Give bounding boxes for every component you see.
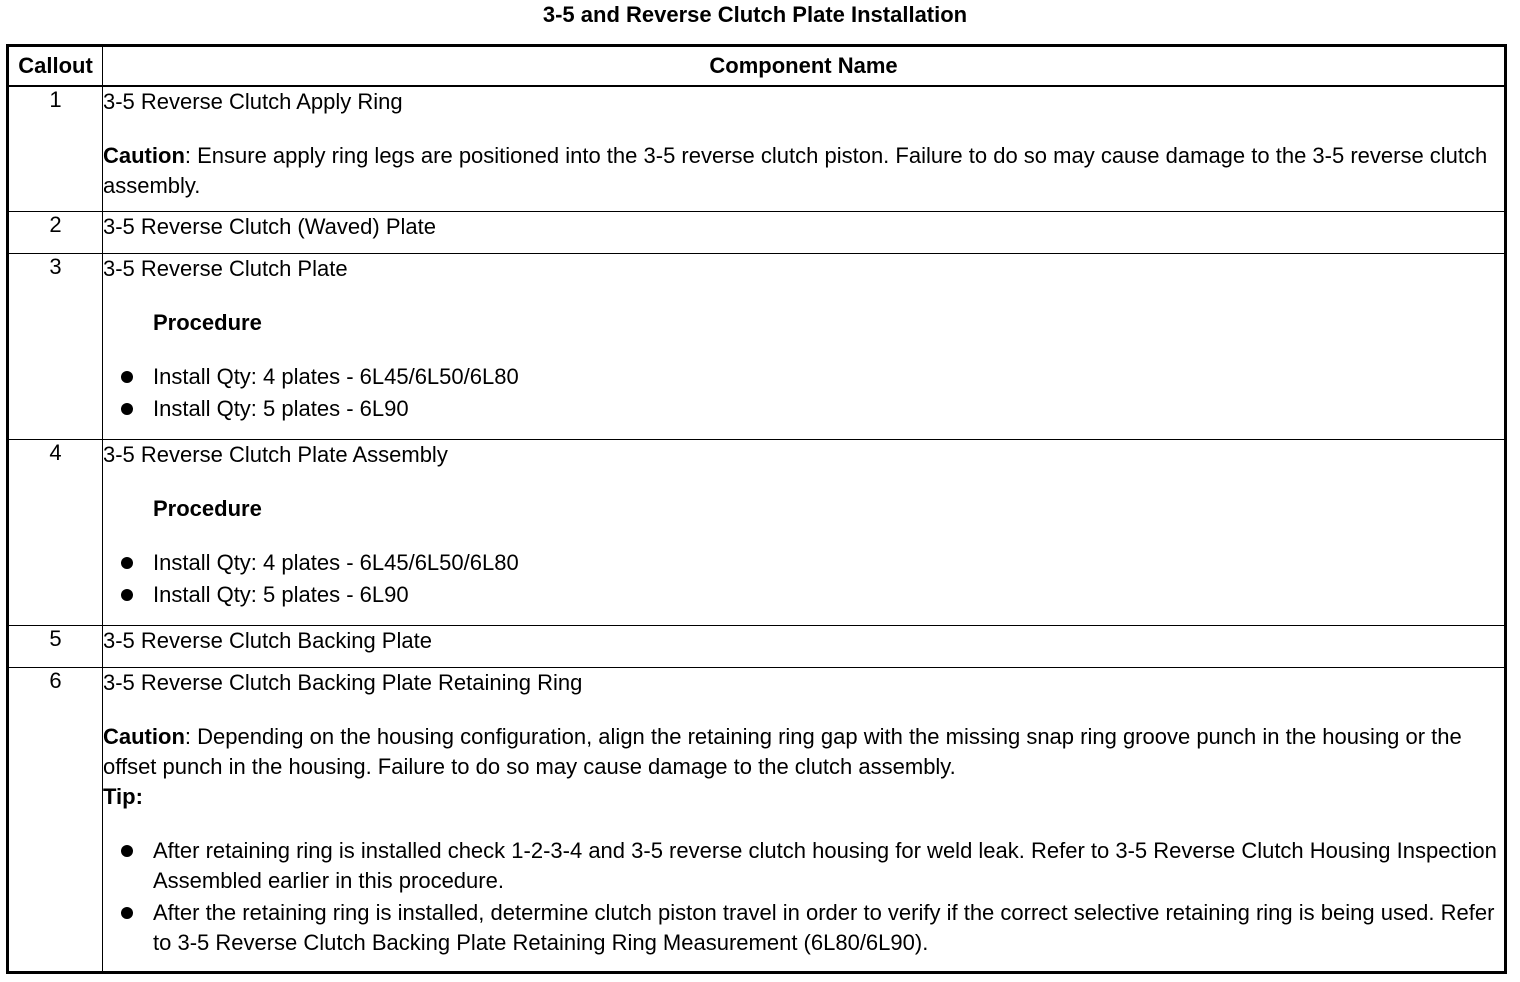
callout-number: 6	[8, 667, 103, 972]
list-item-text: Install Qty: 4 plates - 6L45/6L50/6L80	[153, 549, 519, 575]
callout-number: 4	[8, 439, 103, 625]
table-row	[8, 667, 1506, 972]
component-table	[6, 44, 1507, 974]
table-row	[8, 439, 1506, 625]
bullet-icon	[121, 371, 133, 383]
tip-label: Tip:	[103, 783, 143, 809]
caution-label: Caution	[103, 143, 185, 168]
bullet-list	[103, 836, 1504, 958]
component-name-header: Component Name	[103, 46, 1506, 87]
list-item	[103, 548, 1504, 578]
bullet-icon	[121, 557, 133, 569]
component-name: 3-5 Reverse Clutch Plate Assembly	[103, 441, 448, 467]
table-header-row	[8, 46, 1506, 87]
bullet-icon	[121, 589, 133, 601]
component-cell	[103, 86, 1506, 211]
list-item	[103, 836, 1504, 896]
table-row	[8, 211, 1506, 253]
bullet-icon	[121, 907, 133, 919]
list-item-text: After retaining ring is installed check 1-2-3-4 and 3-5 reverse clutch housing for weld leak. Refer to 3-5 Reverse Clutch Housing Inspection Assembled earlier in this procedure.	[153, 837, 1497, 893]
bullet-icon	[121, 403, 133, 415]
list-item-text: Install Qty: 5 plates - 6L90	[153, 395, 409, 421]
list-item-text: After the retaining ring is installed, determine clutch piston travel in order to verify if the correct selective retaining ring is being used. Refer to 3-5 Reverse Clutch Backing Plate Retaining Ring Measurement (6L80/6L90).	[153, 899, 1495, 955]
list-item-text: Install Qty: 4 plates - 6L45/6L50/6L80	[153, 363, 519, 389]
procedure-heading: Procedure	[153, 309, 262, 335]
table-row	[8, 625, 1506, 667]
list-item-text: Install Qty: 5 plates - 6L90	[153, 581, 409, 607]
callout-number: 1	[8, 86, 103, 211]
caution-note	[103, 141, 1504, 201]
page-title: 3-5 and Reverse Clutch Plate Installation	[542, 2, 968, 27]
caution-label: Caution	[103, 723, 185, 749]
bullet-list	[103, 548, 1504, 610]
caution-text: : Ensure apply ring legs are positioned into the 3-5 reverse clutch piston. Failure to do so may cause damage to the 3-5 reverse clutch assembly.	[103, 143, 1488, 198]
component-name: 3-5 Reverse Clutch Backing Plate Retaining Ring	[103, 669, 583, 695]
procedure-heading: Procedure	[153, 495, 262, 521]
table-row	[8, 86, 1506, 211]
component-cell	[103, 625, 1506, 667]
component-name: 3-5 Reverse Clutch Backing Plate	[103, 627, 432, 653]
callout-number: 5	[8, 625, 103, 667]
component-name: 3-5 Reverse Clutch Plate	[103, 255, 348, 281]
callout-header: Callout	[8, 46, 103, 87]
caution-note	[103, 722, 1504, 782]
component-name: 3-5 Reverse Clutch Apply Ring	[103, 89, 403, 114]
list-item	[103, 394, 1504, 424]
component-cell	[103, 211, 1506, 253]
callout-number: 3	[8, 253, 103, 439]
component-cell	[103, 253, 1506, 439]
caution-text: : Depending on the housing configuration, align the retaining ring gap with the missing snap ring groove punch in the housing or the offset punch in the housing. Failure to do so may cause damage to the clutch assembly.	[103, 723, 1462, 779]
component-cell	[103, 439, 1506, 625]
table-row	[8, 253, 1506, 439]
component-cell	[103, 667, 1506, 972]
bullet-icon	[121, 845, 133, 857]
callout-number: 2	[8, 211, 103, 253]
list-item	[103, 580, 1504, 610]
component-name: 3-5 Reverse Clutch (Waved) Plate	[103, 213, 436, 239]
bullet-list	[103, 362, 1504, 424]
list-item	[103, 362, 1504, 392]
list-item	[103, 898, 1504, 958]
